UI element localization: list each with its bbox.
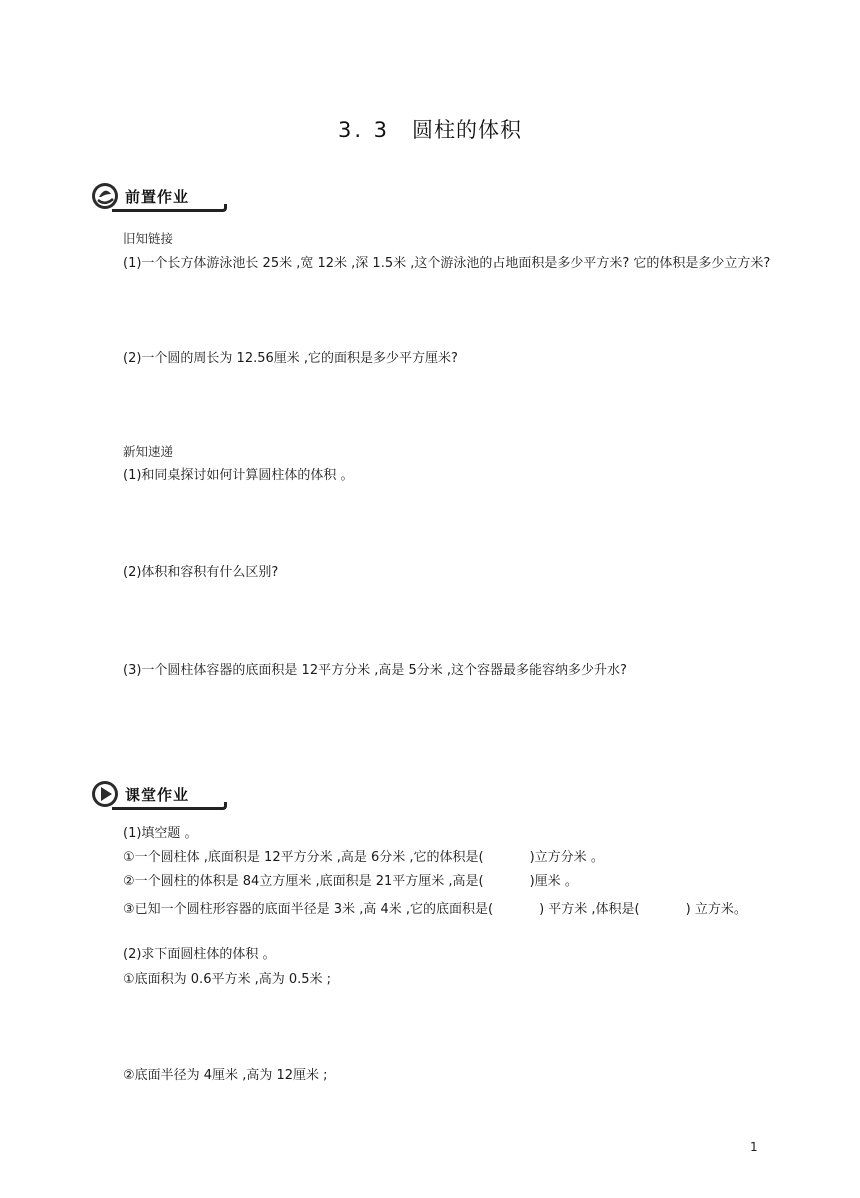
section-badge-preview (90, 180, 220, 212)
fill-item-3: ③已知一个圆柱形容器的底面半径是 3米 ,高 4米 ,它的底面积是( ) 平方米 ,体积是( ) 立方米。 (123, 902, 747, 917)
subheading-review: 旧知链接 (123, 231, 174, 246)
page-number: 1 (750, 1140, 758, 1154)
badge-label: 课堂作业 (125, 785, 190, 804)
question-review-2: (2)一个圆的周长为 12.56厘米 ,它的面积是多少平方厘米? (123, 351, 458, 366)
calc-item-2: ②底面半径为 4厘米 ,高为 12厘米 ; (123, 1068, 328, 1083)
fill-heading: (1)填空题 。 (123, 826, 198, 841)
badge-label: 前置作业 (125, 187, 190, 206)
question-new-3: (3)一个圆柱体容器的底面积是 12平方分米 ,高是 5分米 ,这个容器最多能容纳多少升水? (123, 663, 627, 678)
badge-underline (112, 802, 227, 810)
subheading-new: 新知速递 (123, 444, 174, 459)
calc-heading: (2)求下面圆柱体的体积 。 (123, 947, 276, 962)
question-new-2: (2)体积和容积有什么区别? (123, 565, 279, 580)
calc-item-1: ①底面积为 0.6平方米 ,高为 0.5米 ; (123, 972, 332, 987)
fill-item-2: ②一个圆柱的体积是 84立方厘米 ,底面积是 21平方厘米 ,高是( )厘米 。 (123, 874, 578, 889)
fill-item-1: ①一个圆柱体 ,底面积是 12平方分米 ,高是 6分米 ,它的体积是( )立方分米 。 (123, 850, 604, 865)
section-badge-classwork (90, 778, 220, 810)
title-number: 3. 3 (337, 118, 391, 142)
title-text: 圆柱的体积 (412, 118, 523, 142)
page-title (0, 114, 860, 144)
badge-underline (112, 204, 227, 212)
question-new-1: (1)和同桌探讨如何计算圆柱体的体积 。 (123, 468, 354, 483)
question-review-1: (1)一个长方体游泳池长 25米 ,宽 12米 ,深 1.5米 ,这个游泳池的占地面积是多少平方米? 它的体积是多少立方米? (123, 256, 771, 271)
